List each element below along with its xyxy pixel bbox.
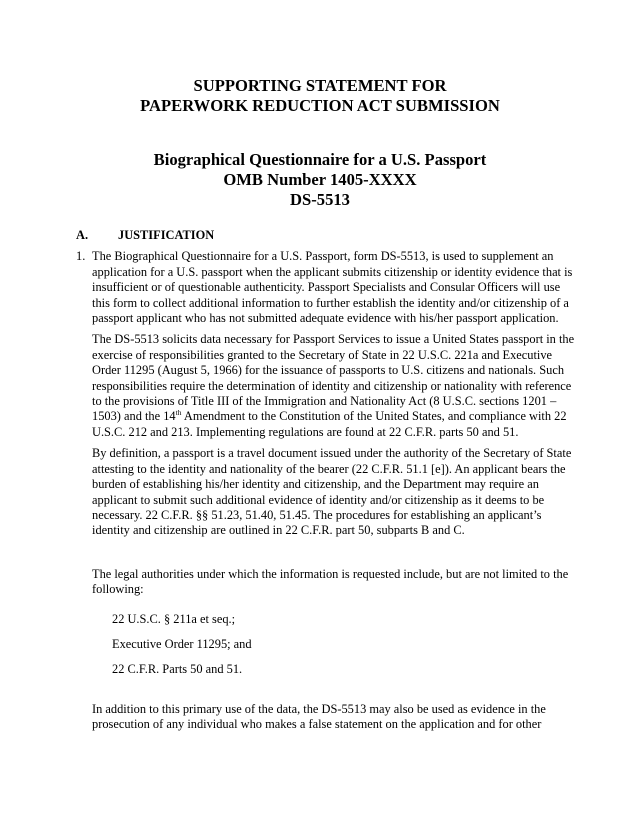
- paragraph-5: In addition to this primary use of the data, the DS-5513 may also be used as evidence in the prosecution of any individual who makes a false statement on the application and for other: [92, 701, 546, 732]
- numbered-item-1: [76, 249, 576, 738]
- paragraph-4: The legal authorities under which the information is requested include, but are not limited to the following:: [92, 566, 569, 597]
- form-title-line-2: OMB Number 1405-XXXX: [223, 170, 417, 189]
- paragraph-1: The Biographical Questionnaire for a U.S. Passport, form DS-5513, is used to supplement an application for a U.S. passport when the applicant submits citizenship or identity evidence that is insufficient or of questionable authenticity. Passport Specialists and Consular Officers will use this form to collect additional information to further establish the identity and/or citizenship of a passport applicant who has not submitted adequate evidence with his/her passport application.: [92, 249, 573, 326]
- paragraph-2-part-a: The DS-5513 solicits data necessary for Passport Services to issue a United States passport in the exercise of responsibilities granted to the Secretary of State in 22 U.S.C. 221a and Executive Order 11295 (August 5, 1966) for the issuance of passports to U.S. citizens and nationals. Such responsibilities require the determination of identity and citizenship or nationality with reference to the provisions of Title III of the Immigration and Nationality Act (8 U.S.C. sections 1201 – 1503) and the 14: [92, 332, 575, 424]
- header-line-2: PAPERWORK REDUCTION ACT SUBMISSION: [140, 96, 500, 115]
- section-letter: A.: [76, 228, 89, 242]
- authorities-list: [112, 612, 576, 678]
- section-title: JUSTIFICATION: [118, 228, 215, 242]
- authority-item: 22 U.S.C. § 211a et seq.;: [112, 611, 236, 626]
- form-title-line-1: Biographical Questionnaire for a U.S. Passport: [153, 150, 487, 169]
- statement-header: [64, 76, 576, 116]
- paragraph-2-part-b: Amendment to the Constitution of the United States, and compliance with 22 U.S.C. 212 and 213. Implementing regulations are found at 22 C.F.R. parts 50 and 51.: [92, 409, 567, 439]
- item-body: [92, 249, 576, 738]
- superscript-th: th: [175, 408, 182, 418]
- form-title-line-3: DS-5513: [290, 190, 350, 209]
- form-title: [64, 150, 576, 210]
- authority-item: 22 C.F.R. Parts 50 and 51.: [112, 662, 243, 677]
- paragraph-3: By definition, a passport is a travel document issued under the authority of the Secretary of State attesting to the identity and nationality of the bearer (22 C.F.R. 51.1 [e]). An applicant bears the burden of establishing his/her identity and citizenship, and the Department may require an applicant to submit such additional evidence of identity and/or citizenship as it deems to be necessary. 22 C.F.R. §§ 51.23, 51.40, 51.45. The procedures for establishing an applicant’s identity and citizenship are outlined in 22 C.F.R. part 50, subparts B and C.: [92, 446, 572, 538]
- header-line-1: SUPPORTING STATEMENT FOR: [193, 76, 447, 95]
- item-number: 1.: [76, 249, 86, 264]
- paragraph-2: [92, 332, 576, 440]
- authority-item: Executive Order 11295; and: [112, 636, 252, 651]
- spacer: [92, 545, 576, 567]
- section-heading: [76, 228, 576, 243]
